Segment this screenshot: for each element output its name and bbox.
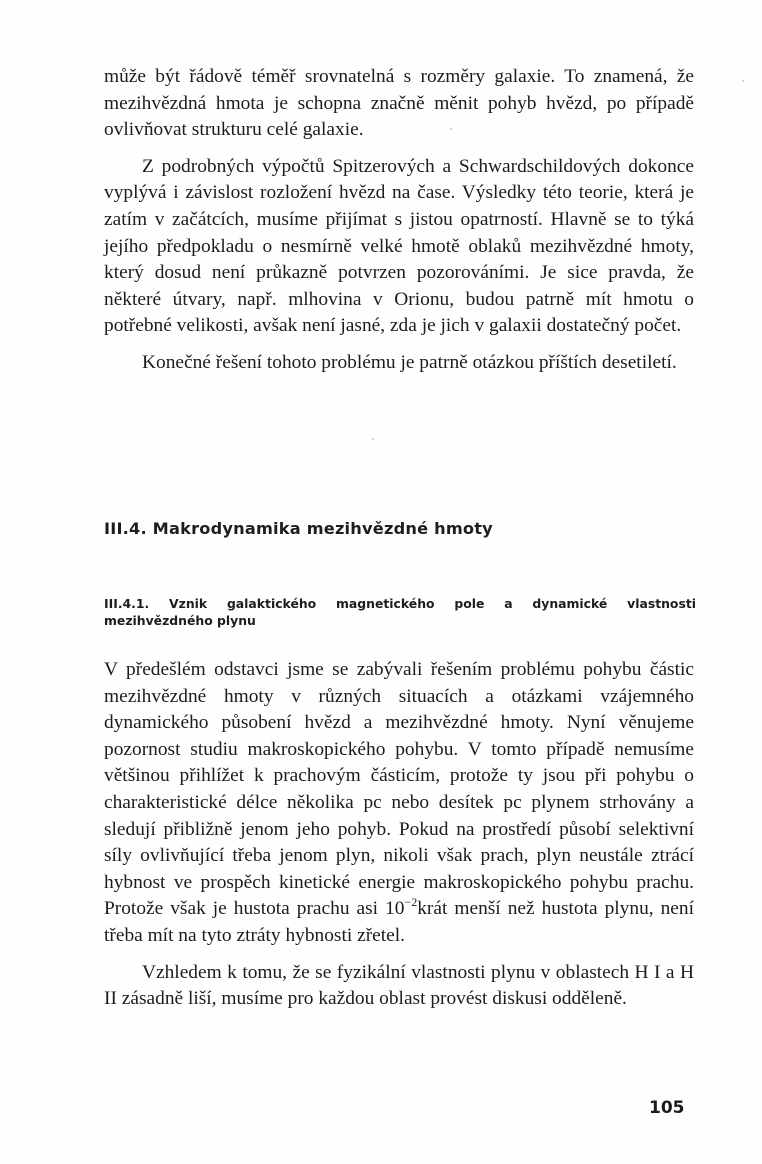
- scan-speck: [742, 80, 744, 82]
- page-number: 105: [649, 1098, 685, 1118]
- paragraph-text-before-exponent: V předešlém odstavci jsme se zabývali řešením problému pohybu částic mezihvězdné hmoty v různých situacích a otázkami vzájemného dynamického působení hvězd a mezihvězdné hmoty. Nyní věnujeme pozornost studiu makroskopického pohybu. V tomto případě nemusíme většinou přihlížet k prachovým částicím, protože ty jsou při pohybu o charakteristické délce několika pc nebo desítek pc plynem strhovány a sledují přibližně jenom jeho pohyb. Pokud na prostředí působí selektivní síly ovlivňující třeba jenom plyn, nikoli však prach, plyn neustále ztrácí hybnost ve prospěch kinetické energie makroskopického pohybu prachu. Protože však je hustota prachu asi: [104, 659, 694, 920]
- paragraph-macroscopic-motion: [104, 657, 694, 950]
- paragraph-spitzer-schwarzschild: Z podrobných výpočtů Spitzerových a Schwardschildových dokonce vyplývá i závislost rozložení hvězd na čase. Výsledky této teorie, která je zatím v začátcích, musíme přijímat s jistou opatrností. Hlavně se to týká jejího předpokladu o nesmírně velké hmotě oblaků mezihvězdné hmoty, který dosud není průkazně potvrzen pozorováními. Je sice pravda, že některé útvary, např. mlhovina v Orionu, budou patrně mít hmotu o potřebné velikosti, avšak není jasné, zda je jich v galaxii dostatečný počet.: [104, 155, 694, 337]
- text-block-bottom: [104, 657, 694, 1013]
- exponent: −2: [404, 895, 418, 910]
- exponent-base: 10: [385, 898, 405, 920]
- paragraph-conclusion: Konečné řešení tohoto problému je patrně otázkou příštích desetiletí.: [142, 351, 677, 373]
- paragraph-text-after-exponent: krát menší než hustota plynu, není třeba mít na tyto ztráty hybnosti zřetel.: [104, 898, 694, 946]
- paragraph-continuation: může být řádově téměř srovnatelná s rozměry galaxie. To znamená, že mezihvězdná hmota je schopna značně měnit pohyb hvězd, po případě ovlivňovat strukturu celé galaxie.: [104, 66, 694, 141]
- paragraph-hi-hii-regions: Vzhledem k tomu, že se fyzikální vlastnosti plynu v oblastech H I a H II zásadně liší, musíme pro každou oblast provést diskusi odděleně.: [104, 961, 694, 1010]
- subsection-heading: III.4.1. Vznik galaktického magnetického pole a dynamické vlastnosti mezihvězdného plynu: [104, 596, 696, 628]
- scan-speck: [450, 128, 452, 130]
- scan-speck: [372, 438, 374, 440]
- text-block-top: [104, 64, 694, 377]
- section-heading: III.4. Makrodynamika mezihvězdné hmoty: [104, 519, 493, 538]
